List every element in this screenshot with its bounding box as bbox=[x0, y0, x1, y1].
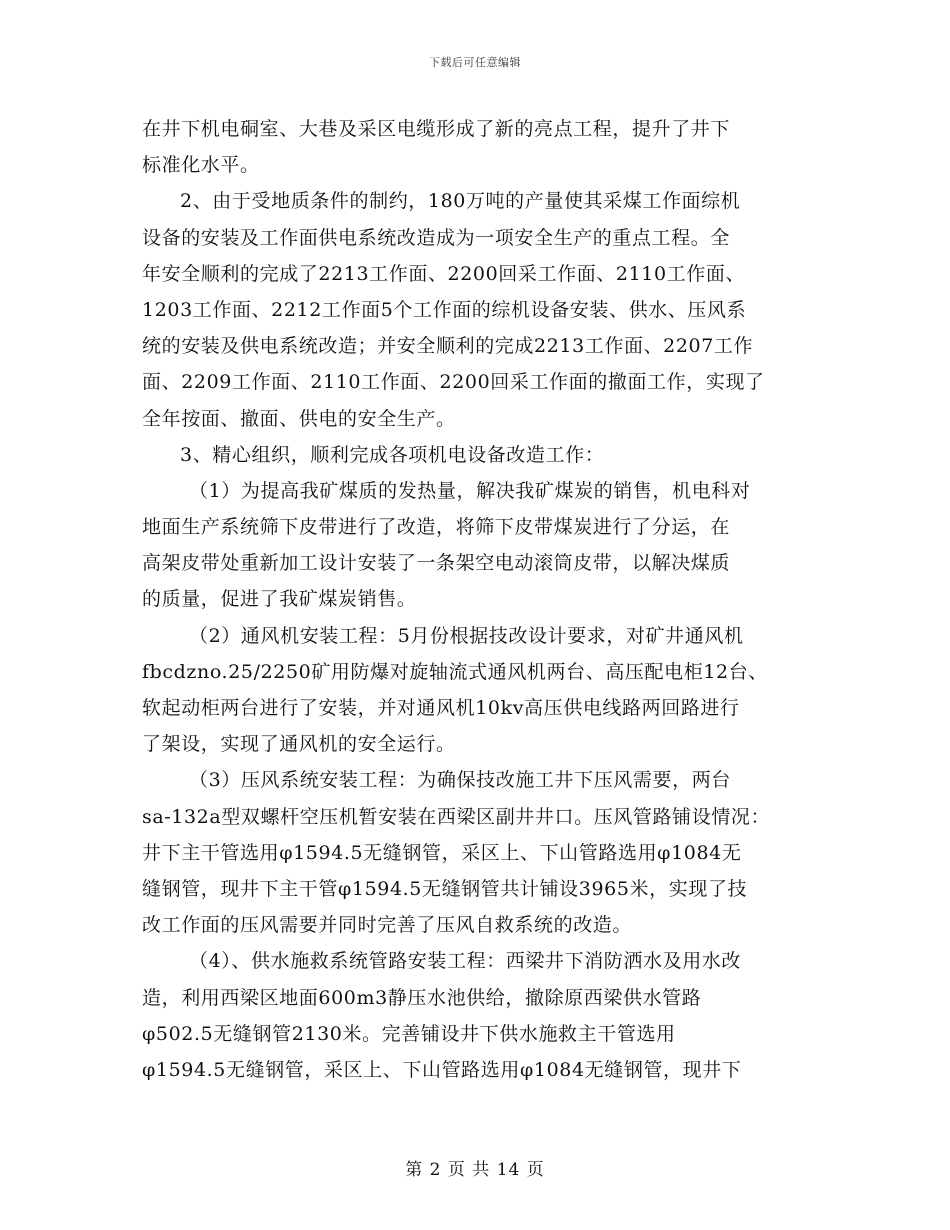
body-line: 2、由于受地质条件的制约，180万吨的产量使其采煤工作面综机 bbox=[180, 190, 741, 213]
body-line: 统的安装及供电系统改造；并安全顺利的完成2213工作面、2207工作 bbox=[142, 335, 754, 358]
body-line: 地面生产系统筛下皮带进行了改造，将筛下皮带煤炭进行了分运，在 bbox=[142, 516, 731, 539]
page-number: 第 2 页 共 14 页 bbox=[405, 1160, 545, 1180]
body-line: 标准化水平。 bbox=[142, 154, 260, 177]
body-line: fbcdzno.25/2250矿用防爆对旋轴流式通风机两台、高压配电柜12台、 bbox=[142, 660, 768, 683]
body-line: 全年按面、撤面、供电的安全生产。 bbox=[142, 407, 456, 430]
body-line: φ1594.5无缝钢管，采区上、下山管路选用φ1084无缝钢管，现井下 bbox=[142, 1058, 742, 1081]
body-line: 的质量，促进了我矿煤炭销售。 bbox=[142, 588, 417, 611]
body-line: 造，利用西梁区地面600m3静压水池供给，撤除原西梁供水管路 bbox=[142, 986, 702, 1009]
body-line: （4）、供水施救系统管路安装工程：西梁井下消防洒水及用水改 bbox=[189, 950, 741, 973]
document-body bbox=[142, 111, 822, 1088]
body-line: 缝钢管，现井下主干管φ1594.5无缝钢管共计铺设3965米，实现了技 bbox=[142, 877, 748, 900]
body-line: 软起动柜两台进行了安装，并对通风机10kv高压供电线路两回路进行 bbox=[142, 697, 740, 719]
body-line: 设备的安装及工作面供电系统改造成为一项安全生产的重点工程。全 bbox=[142, 226, 731, 249]
body-line: 井下主干管选用φ1594.5无缝钢管，采区上、下山管路选用φ1084无 bbox=[142, 841, 742, 864]
page-header-note: 下载后可任意编辑 bbox=[429, 56, 521, 69]
body-line: 1203工作面、2212工作面5个工作面的综机设备安装、供水、压风系 bbox=[142, 298, 747, 321]
body-line: （1）为提高我矿煤质的发热量，解决我矿煤炭的销售，机电科对 bbox=[189, 479, 751, 502]
body-line: 3、精心组织，顺利完成各项机电设备改造工作： bbox=[180, 443, 605, 466]
body-line: 年安全顺利的完成了2213工作面、2200回采工作面、2110工作面、 bbox=[142, 262, 746, 285]
body-line: φ502.5无缝钢管2130米。完善铺设井下供水施救主干管选用 bbox=[142, 1022, 676, 1045]
body-line: （2）通风机安装工程：5月份根据技改设计要求，对矿井通风机 bbox=[189, 624, 744, 647]
body-line: （3）压风系统安装工程：为确保技改施工井下压风需要，两台 bbox=[189, 769, 731, 792]
body-line: 在井下机电硐室、大巷及采区电缆形成了新的亮点工程，提升了井下 bbox=[142, 118, 731, 140]
body-line: 高架皮带处重新加工设计安装了一条架空电动滚筒皮带，以解决煤质 bbox=[142, 552, 731, 575]
body-line: 面、2209工作面、2110工作面、2200回采工作面的撤面工作，实现了 bbox=[142, 371, 765, 394]
body-line: sa-132a型双螺杆空压机暂安装在西梁区副井井口。压风管路铺设情况： bbox=[142, 805, 771, 828]
body-line: 了架设，实现了通风机的安全运行。 bbox=[142, 733, 456, 756]
body-line: 改工作面的压风需要并同时完善了压风自救系统的改造。 bbox=[142, 914, 633, 937]
